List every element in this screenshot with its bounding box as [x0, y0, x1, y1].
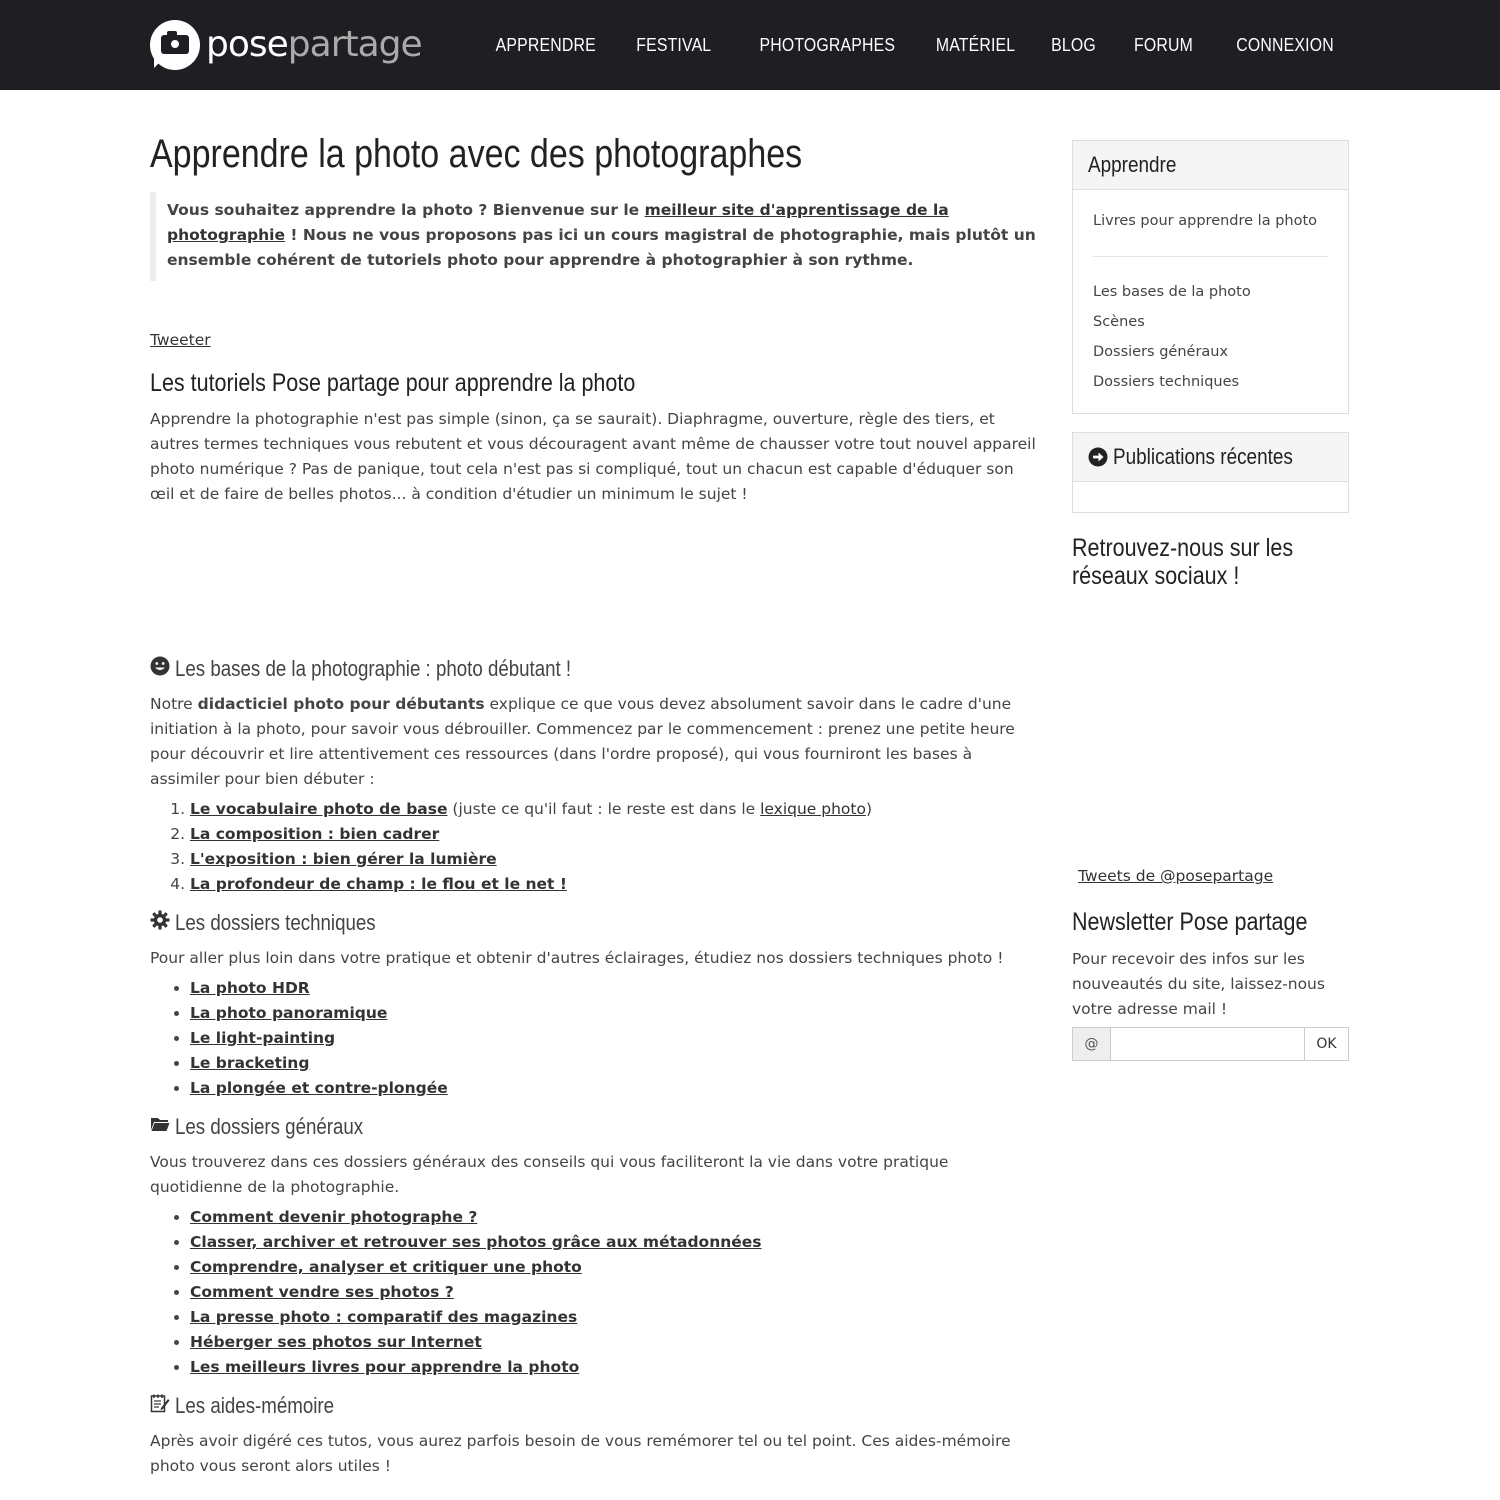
email-addon: @	[1073, 1028, 1111, 1060]
general-link-critiquer[interactable]: Comprendre, analyser et critiquer une photo	[190, 1258, 582, 1276]
general-heading	[150, 1113, 1042, 1141]
technical-list	[150, 976, 1042, 1101]
technical-link-hdr[interactable]: La photo HDR	[190, 979, 310, 997]
general-link-presse[interactable]: La presse photo : comparatif des magazines	[190, 1308, 578, 1326]
technical-link-bracketing[interactable]: Le bracketing	[190, 1054, 310, 1072]
notepad-icon	[150, 1393, 170, 1413]
basics-title: Les bases de la photographie : photo débutant !	[175, 656, 572, 681]
recent-panel-header	[1073, 433, 1348, 482]
sidebar-item-dossiers-generaux[interactable]: Dossiers généraux	[1093, 344, 1229, 360]
nav-photographes[interactable]: PHOTOGRAPHES	[759, 34, 896, 55]
sidebar-learn-panel	[1072, 140, 1349, 414]
basics-link-exposition[interactable]: L'exposition : bien gérer la lumière	[190, 850, 497, 868]
list-item	[190, 1305, 1042, 1330]
learn-panel-body	[1073, 190, 1348, 413]
tutorials-heading: Les tutoriels Pose partage pour apprendre la photo	[150, 369, 636, 397]
nav-forum[interactable]: FORUM	[1134, 34, 1194, 55]
sidebar-item-bases[interactable]: Les bases de la photo	[1093, 284, 1251, 300]
newsletter-title: Newsletter Pose partage	[1072, 908, 1308, 936]
page-title: Apprendre la photo avec des photographes	[150, 132, 803, 176]
general-link-metadonnees[interactable]: Classer, archiver et retrouver ses photos grâce aux métadonnées	[190, 1233, 762, 1251]
basics-link-vocabulaire[interactable]: Le vocabulaire photo de base	[190, 800, 448, 818]
lead-text-start: Vous souhaitez apprendre la photo ? Bienvenue sur le	[167, 201, 645, 219]
nav-connexion[interactable]: CONNEXION	[1236, 34, 1334, 55]
technical-heading	[150, 909, 1042, 937]
general-link-heberger[interactable]: Héberger ses photos sur Internet	[190, 1333, 482, 1351]
technical-link-panoramique[interactable]: La photo panoramique	[190, 1004, 388, 1022]
sidebar-item-dossiers-techniques[interactable]: Dossiers techniques	[1093, 374, 1240, 390]
folder-icon	[150, 1114, 170, 1134]
memo-title: Les aides-mémoire	[175, 1393, 335, 1418]
newsletter-form	[1072, 1027, 1349, 1061]
general-list	[150, 1205, 1042, 1380]
basics-link-profondeur[interactable]: La profondeur de champ : le flou et le net !	[190, 875, 567, 893]
general-link-livres[interactable]: Les meilleurs livres pour apprendre la photo	[190, 1358, 580, 1376]
general-link-devenir[interactable]: Comment devenir photographe ?	[190, 1208, 478, 1226]
list-item	[190, 1280, 1042, 1305]
newsletter-text: Pour recevoir des infos sur les nouveautés du site, laissez-nous votre adresse mail !	[1072, 950, 1325, 1018]
basics-heading	[150, 655, 1042, 683]
sidebar-tweets	[1072, 866, 1349, 885]
list-item	[190, 1255, 1042, 1280]
divider	[1093, 256, 1328, 257]
basics-link-composition[interactable]: La composition : bien cadrer	[190, 825, 440, 843]
lead-text-end: ! Nous ne vous proposons pas ici un cours magistral de photographie, mais plutôt un ensemble cohérent de tutoriels photo pour apprendre à photographier à son rythme.	[167, 226, 1036, 269]
sidebar-newsletter	[1072, 908, 1349, 1061]
list-item	[190, 1330, 1042, 1355]
technical-link-plongee[interactable]: La plongée et contre-plongée	[190, 1079, 448, 1097]
list-item	[190, 1205, 1042, 1230]
basics-bold: didacticiel photo pour débutants	[197, 695, 485, 713]
technical-link-light-painting[interactable]: Le light-painting	[190, 1029, 336, 1047]
lead-link[interactable]: meilleur site d'apprentissage de la photographie	[167, 201, 949, 244]
sidebar-item-livres[interactable]: Livres pour apprendre la photo	[1093, 213, 1318, 229]
newsletter-email-input[interactable]	[1111, 1028, 1304, 1060]
tutorials-intro: Apprendre la photographie n'est pas simple (sinon, ça se saurait). Diaphragme, ouverture, règle des tiers, et autres termes techniques vous rebutent et vous découragent avant même de chausser votre tout nouvel appareil photo numérique ? Pas de panique, tout cela n'est pas si compliqué, tout un chacun est capable d'éduquer son œil et de faire de belles photos... à condition d'étudier un minimum le sujet !	[150, 410, 1036, 503]
list-item	[190, 1026, 1042, 1051]
memo-text: Après avoir digéré ces tutos, vous aurez parfois besoin de vous remémorer tel ou tel point. Ces aides-mémoire photo vous seront alors utiles !	[150, 1432, 1011, 1475]
sidebar-social	[1072, 534, 1349, 590]
technical-title: Les dossiers techniques	[175, 910, 376, 935]
social-title: Retrouvez-nous sur les réseaux sociaux !	[1072, 534, 1294, 590]
list-item	[190, 1355, 1042, 1380]
lexique-link[interactable]: lexique photo	[760, 800, 866, 818]
sidebar-item-scenes[interactable]: Scènes	[1093, 314, 1145, 330]
newsletter-submit-button[interactable]: OK	[1304, 1028, 1348, 1060]
list-item	[190, 1001, 1042, 1026]
learn-panel-header	[1073, 141, 1348, 190]
nav-festival[interactable]: FESTIVAL	[635, 34, 711, 55]
smiley-icon	[150, 656, 170, 676]
lead-blockquote	[150, 192, 1042, 281]
nav-materiel[interactable]: MATÉRIEL	[935, 34, 1016, 55]
list-item	[190, 872, 1042, 897]
general-title: Les dossiers généraux	[175, 1114, 364, 1139]
main-content	[150, 128, 1042, 1479]
sidebar-recent-panel	[1072, 432, 1349, 513]
memo-heading	[150, 1392, 1042, 1420]
site-logo[interactable]	[150, 19, 422, 71]
list-item: 1. Le vocabulaire photo de base (juste ce qu'il faut : le reste est dans le lexique photo)	[190, 797, 1042, 822]
list-item	[190, 1051, 1042, 1076]
list-item	[190, 1076, 1042, 1101]
general-text: Vous trouverez dans ces dossiers généraux des conseils qui vous faciliteront la vie dans votre pratique quotidienne de la photographie.	[150, 1153, 949, 1196]
tweet-link[interactable]: Tweeter	[150, 331, 211, 349]
basics-text: Notre didacticiel photo pour débutants explique ce que vous devez absolument savoir dans le cadre d'une initiation à la photo, pour savoir vous débrouiller. Commencez par le commencement : prenez une petite heure pour découvrir et lire attentivement ces ressources (dans l'ordre proposé), qui vous fourniront les bases à assimiler pour bien débuter :	[150, 695, 1015, 788]
list-item	[190, 822, 1042, 847]
tweets-link[interactable]: Tweets de @posepartage	[1078, 867, 1274, 885]
main-nav	[452, 0, 1334, 90]
arrow-circle-right-icon	[1088, 447, 1108, 467]
general-link-vendre[interactable]: Comment vendre ses photos ?	[190, 1283, 454, 1301]
list-item	[190, 847, 1042, 872]
list-item	[190, 1230, 1042, 1255]
recent-panel-title: Publications récentes	[1113, 444, 1293, 469]
gear-icon	[150, 910, 170, 930]
list-item	[190, 976, 1042, 1001]
technical-text: Pour aller plus loin dans votre pratique et obtenir d'autres éclairages, étudiez nos dossiers techniques photo !	[150, 949, 1004, 967]
logo-text: posepartage	[206, 24, 422, 65]
camera-icon	[150, 20, 200, 70]
basics-list	[150, 797, 1042, 897]
learn-panel-title: Apprendre	[1088, 152, 1177, 177]
top-navbar	[0, 0, 1500, 90]
nav-apprendre[interactable]: APPRENDRE	[495, 34, 596, 55]
nav-blog[interactable]: BLOG	[1051, 34, 1097, 55]
